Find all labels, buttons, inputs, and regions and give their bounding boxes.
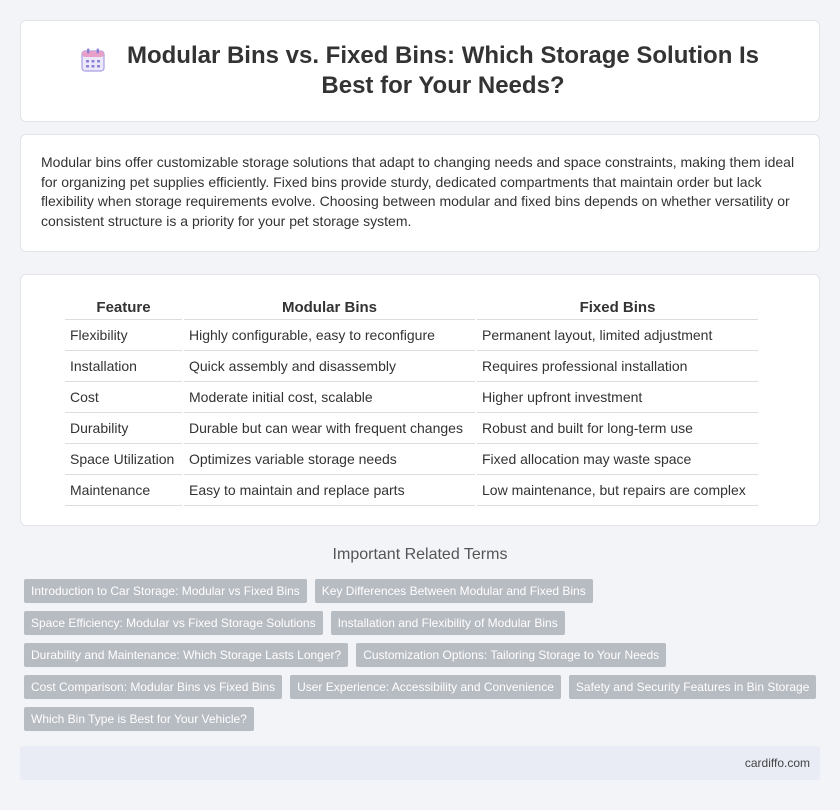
table-row — [65, 475, 758, 506]
title-row — [80, 41, 760, 101]
related-term-tag[interactable]: Space Efficiency: Modular vs Fixed Storage Solutions — [24, 611, 323, 635]
table-row — [65, 320, 758, 351]
fixed-cell: Robust and built for long-term use — [477, 413, 758, 444]
related-term-tag[interactable]: Installation and Flexibility of Modular Bins — [331, 611, 565, 635]
related-term-tag[interactable]: Safety and Security Features in Bin Storage — [569, 675, 816, 699]
fixed-cell: Fixed allocation may waste space — [477, 444, 758, 475]
related-term-tag[interactable]: Durability and Maintenance: Which Storage Lasts Longer? — [24, 643, 348, 667]
footer — [20, 746, 820, 780]
calendar-icon — [80, 47, 106, 73]
footer-site-link[interactable]: cardiffo.com — [744, 756, 810, 770]
feature-cell: Installation — [65, 351, 182, 382]
intro-paragraph: Modular bins offer customizable storage solutions that adapt to changing needs and space constraints, making them ideal for organizing pet supplies efficiently. Fixed bins provide sturdy, dedicated compartments that maintain order but lack flexibility when storage requirements evolve. Choosing between modular and fixed bins depends on whether versatility or consistent structure is a priority for your pet storage system. — [41, 154, 795, 229]
modular-cell: Moderate initial cost, scalable — [184, 382, 475, 413]
comparison-table — [63, 295, 760, 506]
header-modular-bins: Modular Bins — [184, 295, 475, 320]
title-card — [20, 20, 820, 122]
related-term-tag[interactable]: Customization Options: Tailoring Storage to Your Needs — [356, 643, 666, 667]
related-term-tag[interactable]: Introduction to Car Storage: Modular vs Fixed Bins — [24, 579, 307, 603]
fixed-cell: Higher upfront investment — [477, 382, 758, 413]
related-term-tag[interactable]: User Experience: Accessibility and Convenience — [290, 675, 561, 699]
table-row — [65, 351, 758, 382]
table-row — [65, 413, 758, 444]
table-row — [65, 382, 758, 413]
feature-cell: Space Utilization — [65, 444, 182, 475]
related-terms-heading: Important Related Terms — [332, 546, 508, 563]
modular-cell: Highly configurable, easy to reconfigure — [184, 320, 475, 351]
header-feature: Feature — [65, 295, 182, 320]
fixed-cell: Permanent layout, limited adjustment — [477, 320, 758, 351]
fixed-cell: Low maintenance, but repairs are complex — [477, 475, 758, 506]
modular-cell: Easy to maintain and replace parts — [184, 475, 475, 506]
page-title: Modular Bins vs. Fixed Bins: Which Storage Solution Is Best for Your Needs? — [126, 42, 760, 99]
feature-cell: Durability — [65, 413, 182, 444]
feature-cell: Cost — [65, 382, 182, 413]
intro-card — [20, 134, 820, 252]
feature-cell: Maintenance — [65, 475, 182, 506]
fixed-cell: Requires professional installation — [477, 351, 758, 382]
feature-cell: Flexibility — [65, 320, 182, 351]
related-term-tag[interactable]: Which Bin Type is Best for Your Vehicle? — [24, 707, 254, 731]
related-term-tag[interactable]: Key Differences Between Modular and Fixed Bins — [315, 579, 593, 603]
table-row — [65, 444, 758, 475]
modular-cell: Durable but can wear with frequent changes — [184, 413, 475, 444]
comparison-card — [20, 274, 820, 526]
header-fixed-bins: Fixed Bins — [477, 295, 758, 320]
related-terms-list — [24, 579, 824, 731]
related-term-tag[interactable]: Cost Comparison: Modular Bins vs Fixed Bins — [24, 675, 282, 699]
modular-cell: Quick assembly and disassembly — [184, 351, 475, 382]
modular-cell: Optimizes variable storage needs — [184, 444, 475, 475]
table-header-row — [65, 295, 758, 320]
